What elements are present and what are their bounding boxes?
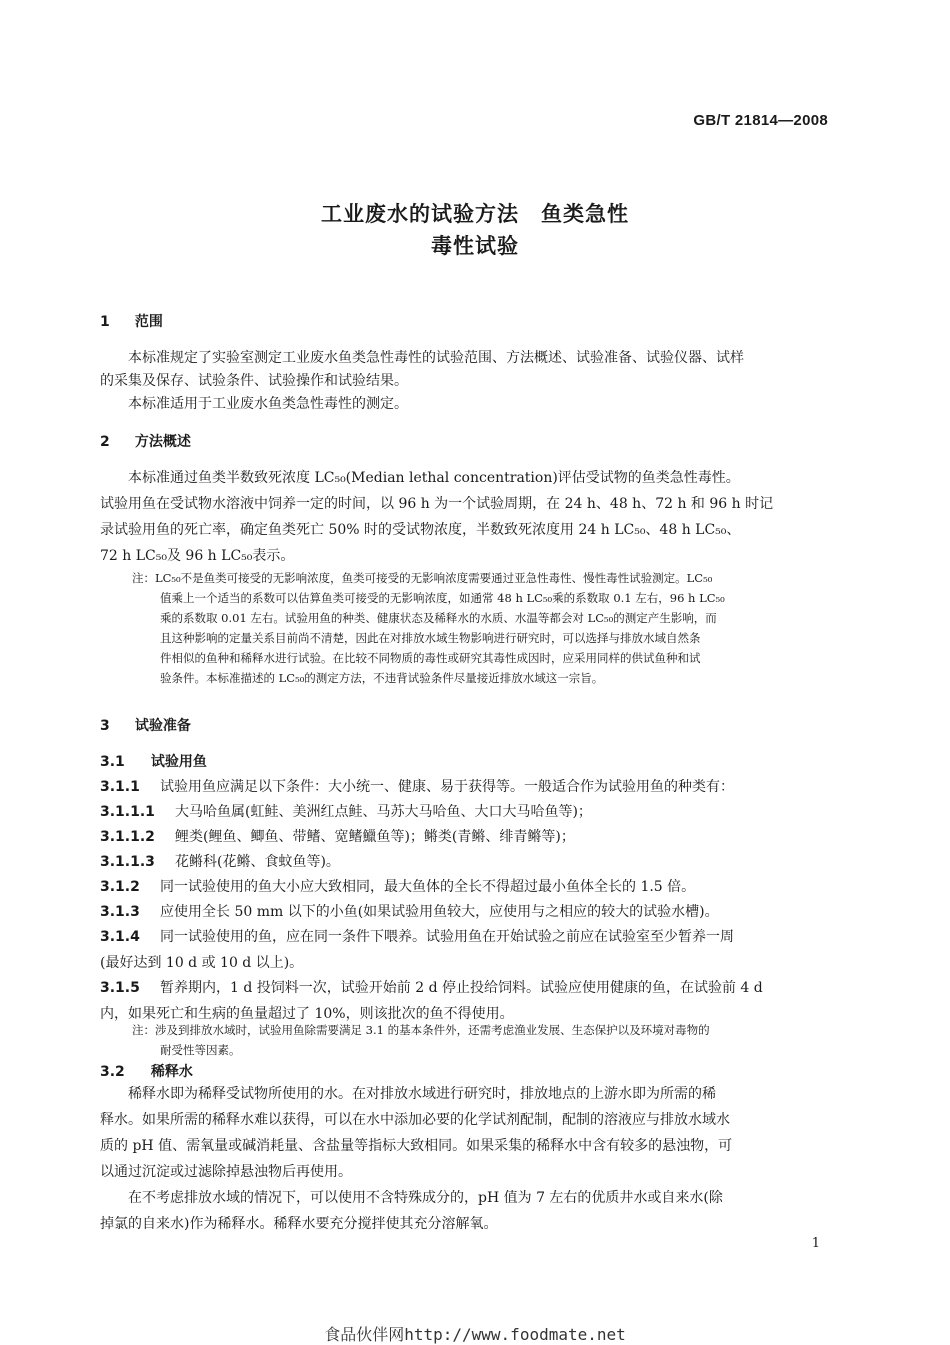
note-line: 值乘上一个适当的系数可以估算鱼类可接受的无影响浓度，如通常 48 h LC₅₀乘的系数取 0.1 左右，96 h LC₅₀ (160, 591, 725, 605)
section-3-1-note (132, 1020, 832, 1060)
clause-3-1-1 (100, 777, 830, 797)
clause-3-1-5 (100, 978, 830, 1024)
document-title-line2: 毒性试验 (431, 234, 519, 258)
clause-number: 3.1.4 (100, 929, 140, 945)
section-title: 试验用鱼 (150, 754, 207, 770)
section-number: 3.1 (100, 754, 125, 770)
section-number: 3 (100, 718, 110, 734)
clause-text: 应使用全长 50 mm 以下的小鱼(如果试验用鱼较大，应使用与之相应的较大的试验水槽)。 (160, 904, 719, 920)
paragraph-line: 释水。如果所需的稀释水难以获得，可以在水中添加必要的化学试剂配制，配制的溶液应与排放水域水 (100, 1112, 730, 1128)
clause-3-1-4 (100, 927, 830, 973)
clause-text-cont: 内，如果死亡和生病的鱼量超过了 10%，则该批次的鱼不得使用。 (100, 1006, 514, 1022)
page-number: 1 (811, 1236, 820, 1251)
clause-number: 3.1.3 (100, 904, 140, 920)
clause-text: 暂养期内，1 d 投饲料一次，试验开始前 2 d 停止投给饲料。试验应使用健康的鱼，在试验前 4 d (160, 980, 763, 996)
clause-text: 同一试验使用的鱼，应在同一条件下喂养。试验用鱼在开始试验之前应在试验室至少暂养一周 (160, 929, 734, 945)
section-title: 稀释水 (150, 1064, 193, 1080)
paragraph-line: 掉氯的自来水)作为稀释水。稀释水要充分搅拌使其充分溶解氧。 (100, 1216, 498, 1232)
clause-number: 3.1.1 (100, 779, 140, 795)
section-title: 试验准备 (134, 718, 191, 734)
section-3-2-body (100, 1084, 830, 1234)
clause-text: 试验用鱼应满足以下条件：大小统一、健康、易于获得等。一般适合作为试验用鱼的种类有： (160, 779, 734, 795)
paragraph-line: 稀释水即为稀释受试物所使用的水。在对排放水域进行研究时，排放地点的上游水即为所需的稀 (128, 1086, 716, 1102)
paragraph-line: 本标准通过鱼类半数致死浓度 LC₅₀(Median lethal concentration)评估受试物的鱼类急性毒性。 (128, 470, 740, 486)
paragraph-line: 以通过沉淀或过滤除掉悬浊物后再使用。 (100, 1164, 352, 1180)
note-line: 注：涉及到排放水域时，试验用鱼除需要满足 3.1 的基本条件外，还需考虑渔业发展、生态保护以及环境对毒物的 (132, 1023, 710, 1037)
note-line: 注：LC₅₀不是鱼类可接受的无影响浓度，鱼类可接受的无影响浓度需要通过亚急性毒性、慢性毒性试验测定。LC₅₀ (132, 571, 713, 585)
clause-3-1-1-1 (100, 802, 830, 822)
section-title: 范围 (134, 314, 163, 330)
clause-text-cont: (最好达到 10 d 或 10 d 以上)。 (100, 955, 304, 971)
section-2-heading (100, 432, 830, 452)
note-line: 验条件。本标准描述的 LC₅₀的测定方法，不违背试验条件尽量接近排放水域这一宗旨。 (160, 671, 604, 685)
section-2-body (100, 468, 830, 566)
section-number: 2 (100, 434, 110, 450)
standard-code: GB/T 21814—2008 (693, 112, 828, 129)
paragraph-line: 本标准适用于工业废水鱼类急性毒性的测定。 (128, 396, 408, 412)
section-1-body (100, 348, 830, 414)
paragraph-line: 质的 pH 值、需氧量或碱消耗量、含盐量等指标大致相同。如果采集的稀释水中含有较多的悬浊物，可 (100, 1138, 733, 1154)
section-number: 3.2 (100, 1064, 125, 1080)
clause-number: 3.1.1.2 (100, 829, 155, 845)
section-title: 方法概述 (134, 434, 191, 450)
section-3-heading (100, 716, 830, 736)
section-3-2-heading (100, 1062, 830, 1082)
clause-3-1-1-3 (100, 852, 830, 872)
clause-text: 鲤类(鲤鱼、鲫鱼、带鳍、宽鳍鱲鱼等)；鳉类(青鳉、绯青鳉等)； (175, 829, 575, 845)
note-line: 乘的系数取 0.01 左右。试验用鱼的种类、健康状态及稀释水的水质、水温等都会对 LC₅₀的测定产生影响，而 (160, 611, 717, 625)
clause-number: 3.1.1.3 (100, 854, 155, 870)
clause-number: 3.1.2 (100, 879, 140, 895)
paragraph-line: 的采集及保存、试验条件、试验操作和试验结果。 (100, 373, 408, 389)
watermark-footer: 食品伙伴网http://www.foodmate.net (324, 1325, 626, 1344)
note-line: 且这种影响的定量关系目前尚不清楚，因此在对排放水域生物影响进行研究时，可以选择与排放水域自然条 (160, 631, 701, 645)
note-line: 件相似的鱼种和稀释水进行试验。在比较不同物质的毒性或研究其毒性成因时，应采用同样的供试鱼种和试 (160, 651, 701, 665)
clause-text: 花鳉科(花鳉、食蚊鱼等)。 (175, 854, 340, 870)
section-3-1-heading (100, 752, 830, 772)
clause-number: 3.1.5 (100, 980, 140, 996)
paragraph-line: 试验用鱼在受试物水溶液中饲养一定的时间，以 96 h 为一个试验周期，在 24 h、48 h、72 h 和 96 h 时记 (100, 496, 774, 512)
clause-3-1-1-2 (100, 827, 830, 847)
paragraph-line: 在不考虑排放水域的情况下，可以使用不含特殊成分的，pH 值为 7 左右的优质井水或自来水(除 (128, 1190, 723, 1206)
clause-text: 大马哈鱼属(虹鲑、美洲红点鲑、马苏大马哈鱼、大口大马哈鱼等)； (175, 804, 592, 820)
clause-3-1-2 (100, 877, 830, 897)
clause-number: 3.1.1.1 (100, 804, 155, 820)
paragraph-line: 本标准规定了实验室测定工业废水鱼类急性毒性的试验范围、方法概述、试验准备、试验仪器、试样 (128, 350, 744, 366)
section-number: 1 (100, 314, 110, 330)
note-line: 耐受性等因素。 (160, 1043, 241, 1057)
document-title-line1: 工业废水的试验方法 鱼类急性 (321, 202, 629, 226)
section-1-heading (100, 312, 830, 332)
paragraph-line: 72 h LC₅₀及 96 h LC₅₀表示。 (100, 548, 295, 564)
clause-3-1-3 (100, 902, 830, 922)
clause-text: 同一试验使用的鱼大小应大致相同，最大鱼体的全长不得超过最小鱼体全长的 1.5 倍。 (160, 879, 696, 895)
paragraph-line: 录试验用鱼的死亡率，确定鱼类死亡 50% 时的受试物浓度，半数致死浓度用 24 h LC₅₀、48 h LC₅₀、 (100, 522, 741, 538)
section-2-note (132, 568, 832, 688)
